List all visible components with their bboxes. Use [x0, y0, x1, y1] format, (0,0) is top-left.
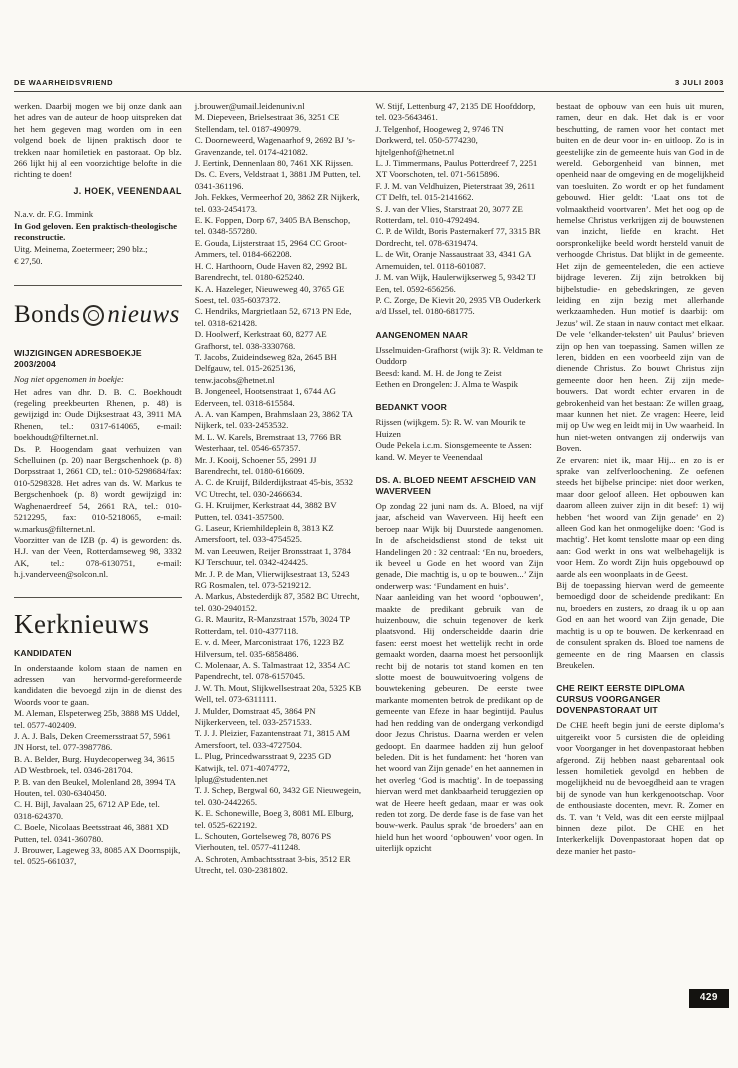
candidate-list-col2: [195, 101, 363, 877]
candidate-entry: J. Mulder, Domstraat 45, 3864 PN Nijkerkerveen, tel. 033-2571533.: [194, 705, 316, 727]
candidate-entry: Ds. C. Evers, Veldstraat 1, 3881 JM Putten, tel. 0341-361196.: [194, 169, 361, 191]
article-paragraph: De CHE heeft begin juni de eerste diploma’s uitgereikt voor 5 cursisten die de opleiding voor Voorganger in het dovenpastoraat hebben afgerond. Zij hebben naast gebarentaal ook lessen homiletiek gevolgd en hebben de mogelijkheid nu de bevoegdheid aan te vragen bij de synode van hun kerkgenootschap. Voor de enthousiaste docenten, mevr. R. Zomer en ds. T. van ’t Veld, was dit een eerste mijlpaal binnen deze pilot. De CHE en het Interkerkelijk Dovenpastoraat hopen dat op deze manier het pasto-: [556, 720, 724, 856]
candidate-entry: Mr. J. Kooij, Schoener 55, 2991 JJ Barendrecht, tel. 0180-616609.: [194, 454, 317, 476]
page-number: 429: [689, 989, 729, 1008]
book-reference-nav: N.a.v. dr. F.G. Immink: [14, 209, 94, 220]
section-heading-aangenomen: AANGENOMEN NAAR: [375, 329, 468, 340]
candidate-entry: M. Diepeveen, Brielsestraat 36, 3251 CE Stellendam, tel. 0187-490979.: [194, 112, 340, 134]
candidate-entry: B. Jongeneel, Hootsenstraat 1, 6744 AG Ederveen, tel. 0318-615584.: [194, 386, 336, 408]
bedankt-item: Rijssen (wijkgem. 5): R. W. van Mourik te Huizen: [375, 417, 526, 439]
aangenomen-item: Beesd: kand. M. H. de Jong te Zeist: [375, 367, 502, 378]
masthead: [14, 78, 724, 92]
candidate-entry: P. C. Zorge, De Kievit 20, 2935 VB Ouderkerk a/d IJssel, tel. 0180-681775.: [375, 294, 541, 317]
section-heading-che-diploma: CHE REIKT EERSTE DIPLOMA CURSUS VOORGANGER DOVENPASTORAAT UIT: [556, 683, 685, 716]
candidate-list-col1: [14, 708, 182, 868]
candidate-entry: P. B. van den Beukel, Molenland 28, 3994 TA Houten, tel. 030-6340450.: [14, 776, 176, 798]
candidate-entry: E. Gouda, Lijsterstraat 15, 2964 CC Groot-Ammers, tel. 0184-662208.: [194, 237, 347, 260]
article-paragraph: Ze ervaren: niet ik, maar Hij... en zo is er sprake van zelfverloochening. Ze oefenen steeds het bijbelse principe: niet door werken, maar door geloof alleen. Het opbouwen kan daarom alleen zuiver zijn in dit besef: 1) wij hebben ‘het woord van Zijn genade’ en 2) alleen God kan het onmogelijke doen: ‘God is machtig’. Het komt tenslotte maar op een ding aan: God werkt in ons wat welbehagelijk is voor Hem. Zo wordt Zijn huis opgebouwd op aarde als een woonplaats in de Geest.: [556, 454, 724, 579]
section-heading-kandidaten: KANDIDATEN: [14, 647, 72, 658]
section-heading-bloed-afscheid: DS. A. BLOED NEEMT AFSCHEID VAN WAVERVEEN: [375, 474, 536, 496]
candidate-entry: C. Hendriks, Margrietlaan 52, 6713 PN Ede, tel. 0318-621428.: [194, 306, 352, 328]
candidate-list-col3: [376, 101, 544, 318]
article-paragraph: bestaat de opbouw van een huis uit muren, ramen, deur en dak. Het dak is er voor beschutting, de ramen voor het contact met buiten en de deur voor in- en uitloop. Zo is in geestelijke zin de gemeente huis van God in de wereld. Geborgenheid van binnen, met openheid naar de omgeving en de mogelijkheid van toesluiten. Zo wordt er op het fundament gebouwd. Hier geldt: ‘Laat ons tot de volmaaktheid voortvaren’. Met het oog op de hemelse Christus verkrijgen zij de bouwstenen van inzicht, liefde en kracht. Het oorspronkelijke beeld wordt hersteld vanuit de verhoogde Christus. Dat blijkt in de gemeente. Het zijn de gemeenteleden, die een actieve bijdrage leveren. Zij zijn betrokken bij bijbelstudie- en gebedskringen, ze geven leiding en zijn bezig met allerhande werkzaamheden. Hun motief is daarbij: om Jezus’ wil. Ze staan in nauw contact met elkaar. De vele ‘elkander-teksten’ uit Paulus’ brieven zijn op hen van toepassing. Samen willen ze leren, bidden en een voorbeeld zijn van de dienende Christus. Zo bouwt Christus zijn gemeente door hen heen. Zij zijn mede-bouwers. Dat wordt echter ervaren in de gebrokenheid van het bestaan: Ze willen graag, maar kunnen het niet. Ze vragen: Heere, leid mij op Uw weg en leidt mij in Uw waarheid. In hun niet-weten ontvangen zij onderwijs van Boven.: [556, 101, 724, 454]
column-4: [556, 101, 724, 877]
bedankt-item: Oude Pekela i.c.m. Sionsgemeente te Assen: kand. W. Meyer te Veenendaal: [375, 440, 532, 462]
candidate-entry: M. van Leeuwen, Reijer Bronsstraat 1, 3784 KJ Terschuur, tel. 0342-424425.: [194, 545, 351, 568]
candidate-entry: G. Laseur, Kriemhildeplein 8, 3813 KZ Amersfoort, tel. 033-4754525.: [194, 523, 334, 545]
adres-lead-line: Nog niet opgenomen in boekje:: [14, 374, 124, 385]
candidate-entry: D. Hoolwerf, Kerkstraat 60, 8277 AE Grafhorst, tel. 038-3330768.: [194, 329, 327, 351]
publication-name: DE WAARHEIDSVRIEND: [14, 78, 114, 87]
candidate-entry: T. Jacobs, Zuideindseweg 82a, 2645 BH Delfgauw, tel. 015-2625136, tenw.jacobs@hetnet.nl: [194, 351, 337, 385]
author-signature: J. HOEK, VEENENDAAL: [73, 185, 182, 196]
kerknieuws-title: Kerknieuws: [14, 597, 182, 638]
candidate-entry: F. J. M. van Veldhuizen, Pieterstraat 39, 2611 CT Delft, tel. 015-2141662.: [375, 180, 536, 203]
book-price: € 27,50.: [14, 255, 43, 266]
bondsnieuws-emblem-icon: [83, 305, 104, 326]
candidate-entry: J. Eertink, Dennenlaan 80, 7461 XK Rijssen.: [194, 158, 354, 169]
kandidaten-intro: In onderstaande kolom staan de namen en adressen van hervormd-gereformeerde kandidaten die bevoegd zijn in de dienst des Woords voor te gaan.: [14, 662, 182, 707]
bondsnieuws-word-right: nieuws: [107, 301, 180, 329]
book-publisher: Uitg. Meinema, Zoetermeer; 290 blz.;: [14, 244, 148, 255]
candidate-entry: J. M. van Wijk, Haulerwijkserweg 5, 9342 TJ Een, tel. 0592-656256.: [375, 272, 536, 294]
candidate-entry: Joh. Fekkes, Vermeerhof 20, 3862 ZR Nijkerk, tel. 033-2454173.: [194, 192, 360, 214]
address-change-paragraph: Voorzitter van de IZB (p. 4) is geworden: ds. H.J. van der Veen, Rotterdamseweg 98, 3332 AK, tel.: 078-6130751, e-mail: h.j.vanderveen@solcon.nl.: [14, 534, 182, 580]
candidate-entry: E. v. d. Meer, Marconistraat 176, 1223 BZ Hilversum, tel. 035-6858486.: [194, 637, 344, 659]
aangenomen-item: IJsselmuiden-Grafhorst (wijk 3): R. Veldman te Ouddorp: [375, 344, 543, 367]
candidate-entry: Mr. J. P. de Man, Vlierwijksestraat 13, 5243 RG Rosmalen, tel. 073-5219212.: [194, 568, 350, 591]
candidate-entry: M. Aleman, Elspeterweg 25b, 3888 MS Uddel, tel. 0577-402409.: [14, 708, 180, 730]
article-columns: [14, 101, 724, 877]
candidate-entry: B. A. Belder, Burg. Huydecoperweg 34, 3615 AD Westbroek, tel. 0346-281704.: [14, 753, 175, 776]
candidate-entry: j.brouwer@umail.leidenuniv.nl: [194, 101, 305, 111]
candidate-entry: E. K. Foppen, Dorp 67, 3405 BA Benschop, tel. 0348-557280.: [194, 215, 351, 237]
candidate-entry: K. A. Hazeleger, Nieuweweg 40, 3765 GE Soest, tel. 035-6037372.: [194, 283, 345, 305]
candidate-entry: C. Molenaar, A. S. Talmastraat 12, 3354 AC Papendrecht, tel. 078-6157045.: [194, 659, 350, 682]
bondsnieuws-word-left: Bonds: [14, 301, 81, 329]
che-article-body: [556, 720, 724, 857]
aangenomen-item: Eethen en Drongelen: J. Alma te Waspik: [375, 378, 519, 389]
candidate-entry: L. de Wit, Oranje Nassaustraat 33, 4341 GA Arnemuiden, tel. 0118-601087.: [375, 249, 531, 271]
issue-date: 3 JULI 2003: [675, 78, 724, 87]
candidate-entry: A. Markus, Abstederdijk 87, 3582 BC Utrecht, tel. 030-2940152.: [194, 591, 360, 613]
book-review-continuation: werken. Daarbij mogen we bij onze dank aan het adres van de auteur de hoop uitspreken dat het hem gegeven mag worden om in een volgend boek de lijnen praktisch door te trekken naar homiletiek en pastoraat. Op blz. 266 lijkt hij al een voorzichtige belofte in die richting te doen!: [14, 101, 182, 180]
candidate-entry: W. Stijf, Lettenburg 47, 2135 DE Hoofddorp, tel. 023-5643461.: [375, 101, 536, 123]
candidate-entry: L. Plug, Princedwarsstraat 9, 2235 GD Katwijk, tel. 071-4074772, lplug@studenten.net: [194, 751, 332, 784]
article-paragraph: Op zondag 22 juni nam ds. A. Bloed, na vijf jaar, afscheid van Waverveen. Hij heeft een beroep naar Wijk bij Duurstede aangenomen. In de afscheidsdienst stond de tekst uit Handelingen 20 : 32 centraal: ‘En nu, broeders, ik beveel u Gode en het woord van Zijn genade, Die machtig is, u op te bouwen...’ Zijn onderwerp was: ‘Fundament en huis’.: [375, 500, 544, 591]
bondsnieuws-section-logo: [14, 285, 182, 328]
candidate-entry: J. Brouwer, Lageweg 33, 8085 AX Doornspijk, tel. 0525-661037,: [14, 845, 181, 867]
candidate-entry: T. J. Schep, Bergwal 60, 3432 GE Nieuwegein, tel. 030-2442265.: [194, 785, 362, 807]
candidate-entry: J. A. J. Bals, Deken Creemersstraat 57, 5961 JN Horst, tel. 077-3987786.: [14, 730, 171, 753]
candidate-entry: C. P. de Wildt, Boris Pasternakerf 77, 3315 BR Dordrecht, tel. 078-6319474.: [375, 226, 541, 248]
candidate-entry: G. H. Kruijmer, Kerkstraat 44, 3882 BV Putten, tel. 0341-357500.: [194, 500, 337, 522]
book-title: In God geloven. Een praktisch-theologische reconstructie.: [14, 220, 177, 243]
article-paragraph: Naar aanleiding van het woord ‘opbouwen’, maakte de predikant gebruik van de huizenbouw, die schuin tegenover de kerk plaatsvond. Hij onderscheidde daarin drie fasen: eerst moest het wettelijk recht in orde gemaakt worden, daarna moest het persoonlijk recht bij de notaris tot stand komen en ten slotte moest de bouwuitvoering volgens de bouwtekening gebeuren. De eerste twee markante momenten betrok de predikant op de gemeente van Efeze in haar begintijd. Paulus had hen redding van de ondergang verkondigd door Jezus Christus. Daarna werden er velen gedoopt. En daarmee hadden zij hun geloof beleden. Dit is het fundament: het ‘horen van het woord van Zijn genade’ en het aannemen in het overleg ‘God is machtig’. In de toepassing hiervan werd met dankbaarheid teruggezien op wat de Heere heeft gedaan, maar er was ook reden tot zorg. De derde fase is de fase van het bouw-werk. Paulus sprak ‘de broeders’ aan en hield hun het woord ‘opbouwen’ voor ogen. In uiterlijk opzicht: [375, 592, 544, 854]
candidate-entry: S. J. van der Vlies, Starstraat 20, 3077 ZE Rotterdam, tel. 010-4792494.: [375, 203, 523, 226]
book-reference: [14, 209, 182, 267]
candidate-entry: K. E. Schonewille, Boeg 3, 8081 ML Elburg, tel. 0525-622192.: [194, 808, 354, 830]
column-3: [376, 101, 544, 877]
candidate-entry: A. C. de Kruijf, Bilderdijkstraat 45-bis, 3532 VC Utrecht, tel. 030-2466634.: [194, 477, 354, 499]
candidate-entry: T. J. J. Pleizier, Fazantenstraat 71, 3815 AM Amersfoort, tel. 033-4727504.: [194, 728, 351, 750]
bedankt-list: [376, 417, 544, 463]
column-1: [14, 101, 182, 877]
candidate-entry: A. Schroten, Ambachtsstraat 3-bis, 3512 ER Utrecht, tel. 030-2381802.: [194, 853, 351, 876]
candidate-entry: H. C. Harthoorn, Oude Haven 82, 2992 BL Barendrecht, tel. 0180-625240.: [194, 260, 347, 283]
aangenomen-list: [376, 345, 544, 391]
candidate-entry: L. Schouten, Gortelseweg 78, 8076 PS Vierhouten, tel. 0577-411248.: [194, 831, 332, 853]
column-2: [195, 101, 363, 877]
candidate-entry: L. J. Timmermans, Paulus Potterdreef 7, 2251 XT Voorschoten, tel. 071-5615896.: [375, 158, 538, 180]
candidate-entry: J. Telgenhof, Hoogeweg 2, 9746 TN Dorkwerd, tel. 050-5774230, hjtelgenhof@hetnet.nl: [375, 123, 504, 157]
candidate-entry: C. Boele, Nicolaas Beetsstraat 46, 3881 XD Putten, tel. 0341-360780.: [14, 822, 169, 844]
address-change-paragraph: Ds. P. Hoogendam gaat verhuizen van Schelluinen (p. 20) naar Bergschenhoek (p. 8) Dorpsstraat 1, 2661 CD, tel.: 010-5298684/fax: 010-5298328. Het adres van ds. W. Markus te Bergschenhoek (p. 8) wordt gewijzigd in: Waghenaerdreef 54, 2661 RA, tel.: 010-5212295, fax: 010-5218065, e-mail: w.markus@filternet.nl.: [14, 443, 182, 534]
candidate-entry: C. H. Bijl, Javalaan 25, 6712 AP Ede, tel. 0318-624370.: [14, 799, 160, 821]
candidate-entry: A. A. van Kampen, Brahmslaan 23, 3862 TA Nijkerk, tel. 033-2453532.: [194, 408, 353, 431]
address-change-list: [14, 387, 182, 581]
address-change-paragraph: Het adres van dhr. D. B. C. Boekhoudt (regeling preekbeurten Rhenen, p. 48) is gewijzigd in: Oude Dijksestraat 43, 3911 MA Rhenen, tel.: 0317-614065, e-mail: boekhoudt@filternet.nl.: [14, 386, 182, 443]
bloed-article-body: [376, 501, 544, 855]
candidate-entry: G. R. Mauritz, R-Manzstraat 157b, 3024 TP Rotterdam, tel. 010-4377118.: [194, 614, 350, 636]
candidate-entry: M. L. W. Karels, Bremstraat 13, 7766 BR Westerhaar, tel. 0546-657357.: [194, 431, 342, 454]
bloed-article-continuation: [556, 101, 724, 671]
section-heading-adreswijzigingen: WIJZIGINGEN ADRESBOEKJE 2003/2004: [14, 348, 142, 370]
candidate-entry: C. Doorneweerd, Wagenaarhof 9, 2692 BJ ’s-Gravenzande, tel. 0174-421082.: [194, 135, 355, 157]
article-paragraph: Bij de toepassing hiervan werd de gemeente bemoedigd door de scheidende predikant: En nu, broeders en zusters, zo draag ik u op aan God en aan het woord van Zijn genade, Die machtig is u op te bouwen. De kerkenraad en de consulent spraken ds. Bloed toe namens de gemeente en de ring Maarsen en classis Breukelen.: [556, 580, 724, 670]
candidate-entry: J. W. Th. Mout, Slijkwellsestraat 20a, 5325 KB Well, tel. 073-6311111.: [194, 682, 362, 705]
section-heading-bedankt: BEDANKT VOOR: [375, 402, 448, 413]
